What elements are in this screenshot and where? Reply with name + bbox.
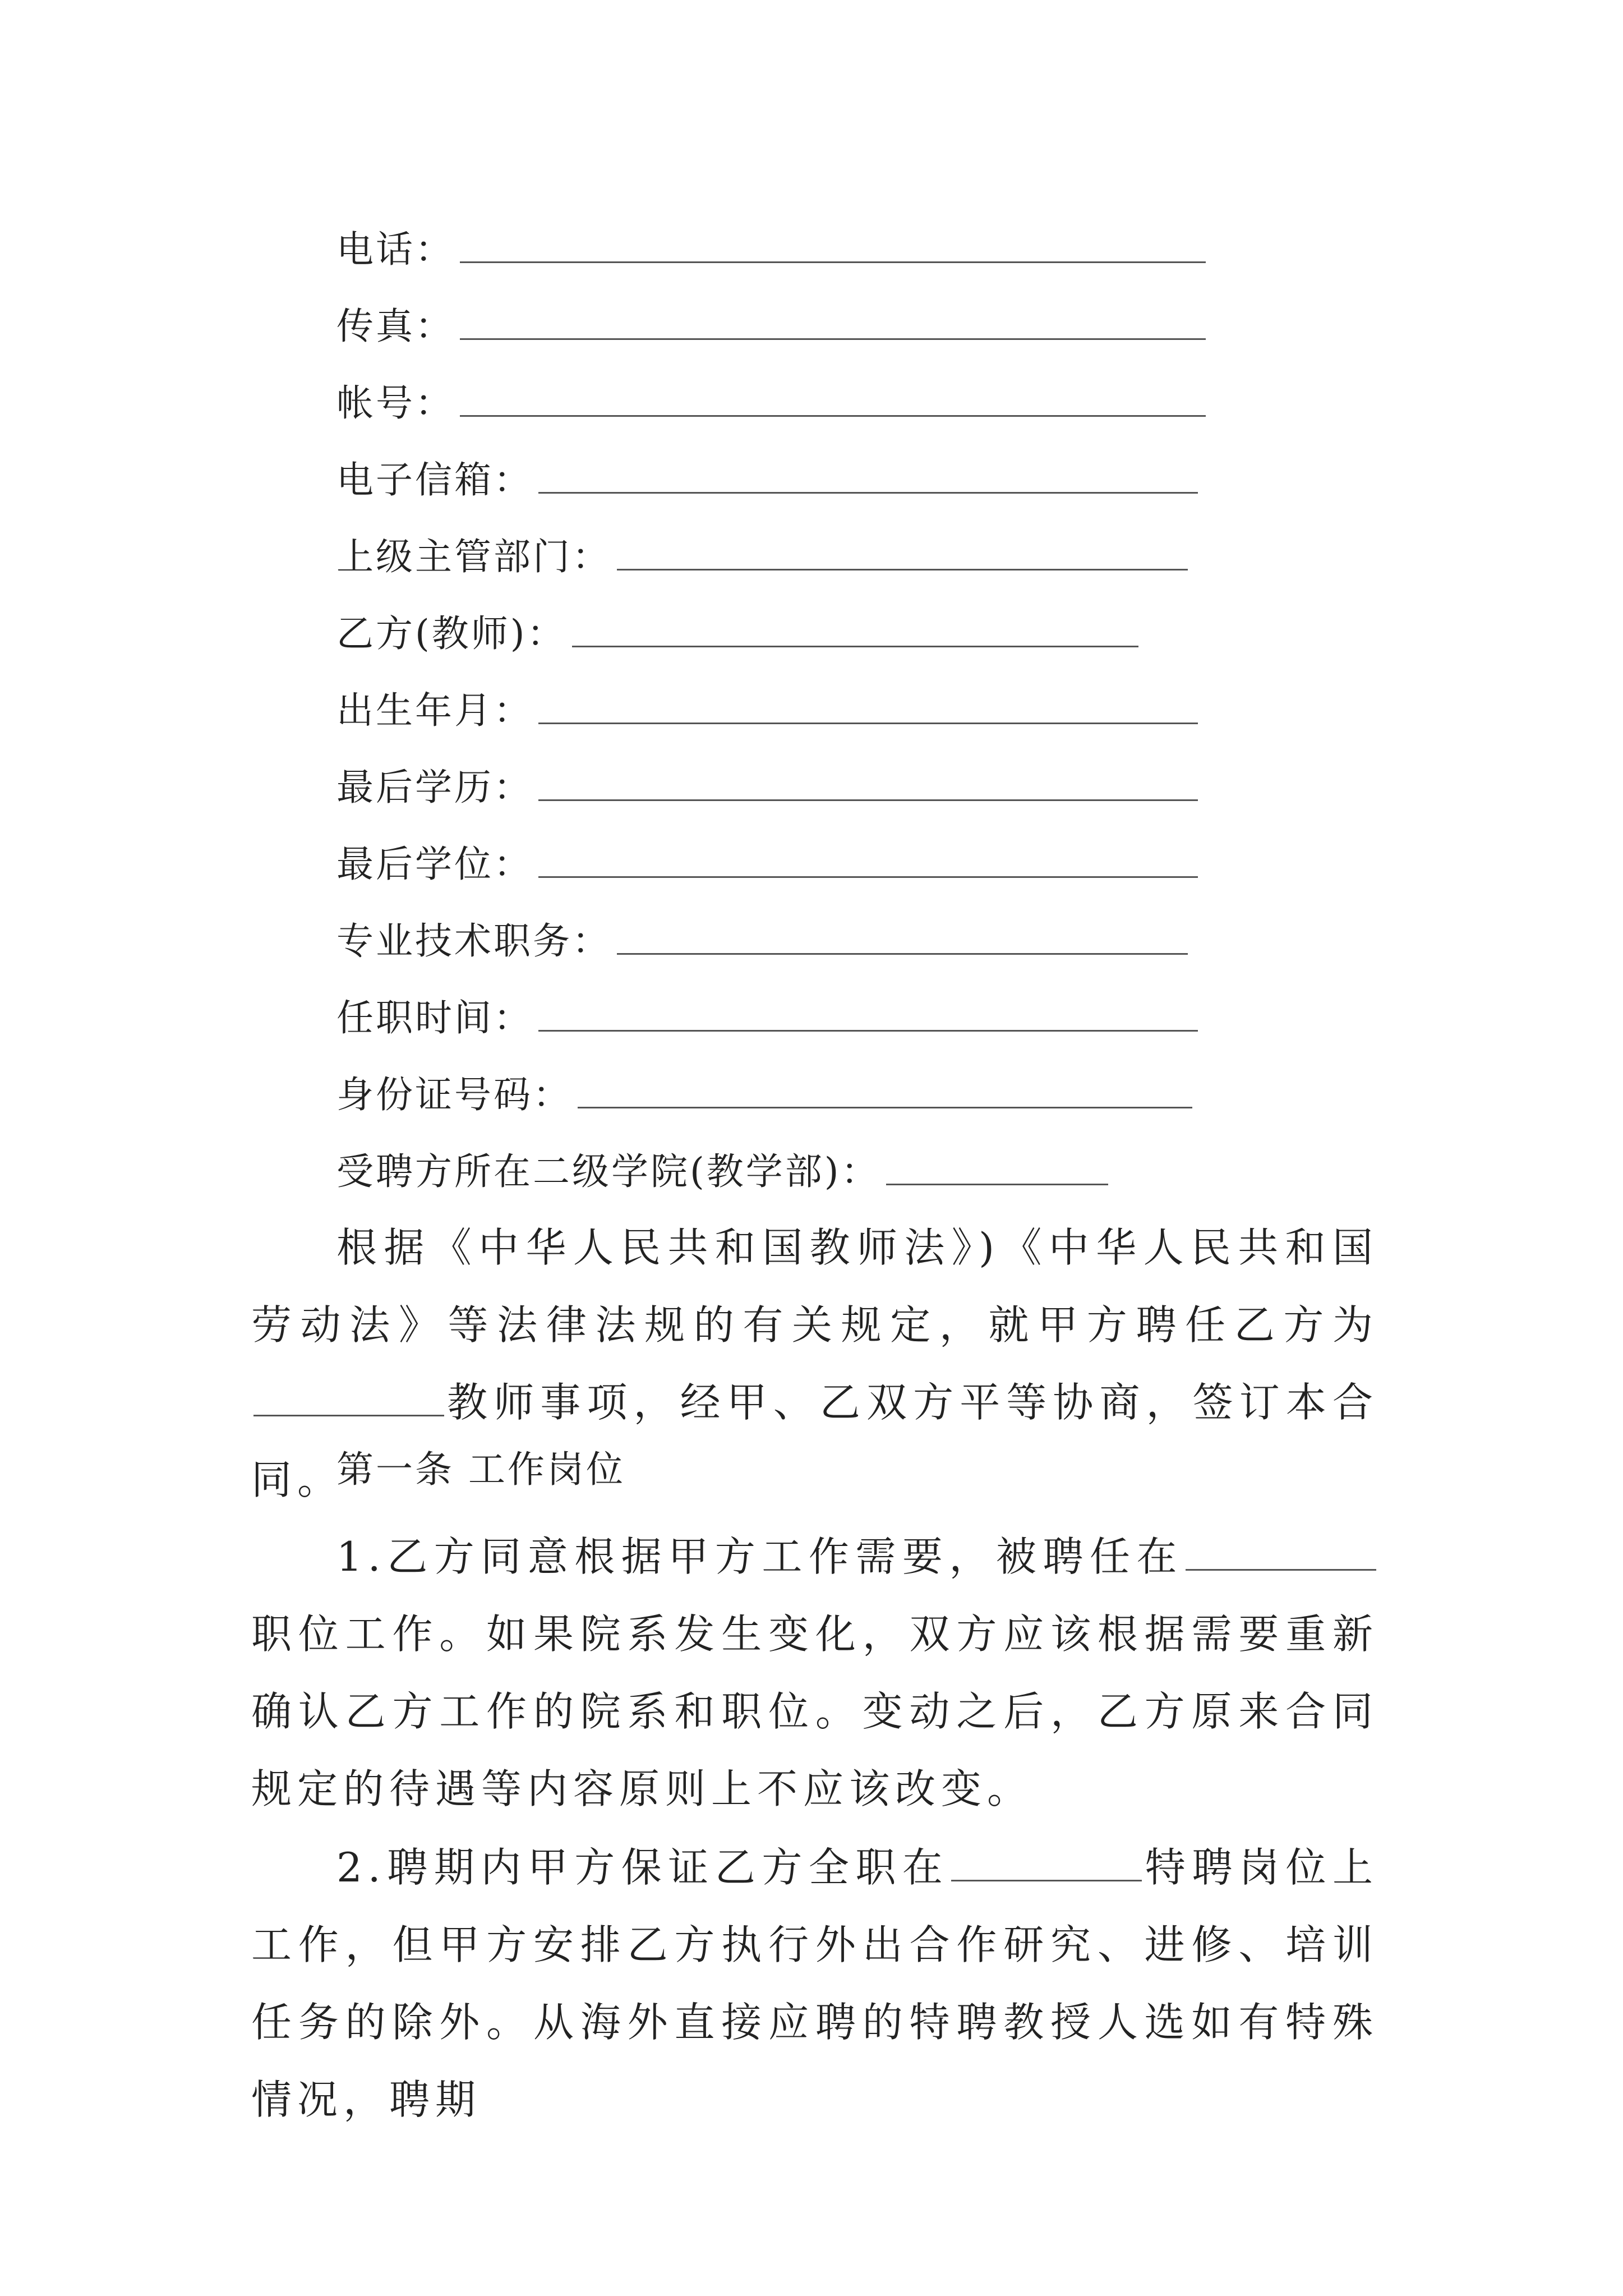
phone-field bbox=[336, 222, 1206, 278]
account-field bbox=[336, 375, 1206, 431]
tenure-time-input-line[interactable] bbox=[538, 1030, 1198, 1032]
item1-text-part1: 1.乙方同意根据甲方工作需要，被聘任在 bbox=[336, 1533, 1183, 1580]
article1-heading: 第一条 工作岗位 bbox=[336, 1448, 625, 1491]
account-input-line[interactable] bbox=[460, 415, 1206, 417]
degree-input-line[interactable] bbox=[538, 876, 1198, 878]
party-b-label: 乙方(教师)： bbox=[336, 612, 566, 655]
title-label: 专业技术职务： bbox=[336, 919, 611, 963]
party-b-input-line[interactable] bbox=[572, 646, 1138, 647]
id-number-label: 身份证号码： bbox=[336, 1073, 572, 1116]
supervisor-dept-field bbox=[336, 529, 1188, 585]
item2-post-blank[interactable] bbox=[951, 1845, 1142, 1881]
phone-input-line[interactable] bbox=[460, 261, 1206, 263]
supervisor-dept-input-line[interactable] bbox=[617, 569, 1188, 570]
fax-input-line[interactable] bbox=[460, 338, 1206, 340]
item2-text-part2: 特聘岗位上工作，但甲方安排乙方执行外出合作研究、进修、培训任务的除外。从海外直接应聘的特聘教授人选如有特殊情况，聘期 bbox=[251, 1844, 1378, 2123]
title-input-line[interactable] bbox=[617, 953, 1188, 955]
item1-text-part2: 职位工作。如果院系发生变化，双方应该根据需要重新确认乙方工作的院系和职位。变动之后，乙方原来合同规定的待遇等内容原则上不应该改变。 bbox=[251, 1611, 1378, 1812]
education-label: 最后学历： bbox=[336, 766, 533, 809]
id-number-field bbox=[336, 1067, 1192, 1123]
tenure-time-field bbox=[336, 990, 1198, 1046]
birth-date-field bbox=[336, 683, 1198, 739]
college-input-line[interactable] bbox=[886, 1184, 1108, 1185]
email-label: 电子信箱： bbox=[336, 458, 533, 501]
birth-date-label: 出生年月： bbox=[336, 689, 533, 732]
email-field bbox=[336, 452, 1198, 508]
tenure-time-label: 任职时间： bbox=[336, 996, 533, 1039]
article1-item1 bbox=[251, 1518, 1378, 1828]
fax-label: 传真： bbox=[336, 305, 454, 348]
college-field bbox=[336, 1144, 1108, 1200]
id-number-input-line[interactable] bbox=[578, 1107, 1192, 1108]
supervisor-dept-label: 上级主管部门： bbox=[336, 535, 611, 578]
email-input-line[interactable] bbox=[538, 492, 1198, 494]
college-label: 受聘方所在二级学院(教学部)： bbox=[336, 1150, 880, 1193]
position-blank[interactable] bbox=[253, 1380, 444, 1416]
item1-position-blank[interactable] bbox=[1186, 1534, 1376, 1571]
degree-label: 最后学位： bbox=[336, 843, 533, 886]
party-b-field bbox=[336, 606, 1138, 662]
intro-text-part1: 根据《中华人民共和国教师法》)《中华人民共和国劳动法》等法律法规的有关规定，就甲方聘任乙方为 bbox=[251, 1224, 1378, 1349]
fax-field bbox=[336, 298, 1206, 355]
birth-date-input-line[interactable] bbox=[538, 723, 1198, 724]
intro-text-part2: 教师事项，经甲、乙双方平等协商，签订本合同。 bbox=[251, 1379, 1378, 1503]
education-input-line[interactable] bbox=[538, 799, 1198, 801]
phone-label: 电话： bbox=[336, 228, 454, 271]
degree-field bbox=[336, 836, 1198, 892]
education-field bbox=[336, 760, 1198, 816]
item2-text-part1: 2.聘期内甲方保证乙方全职在 bbox=[336, 1844, 949, 1891]
title-field bbox=[336, 913, 1188, 969]
article1-item2 bbox=[251, 1829, 1378, 2138]
account-label: 帐号： bbox=[336, 381, 454, 425]
